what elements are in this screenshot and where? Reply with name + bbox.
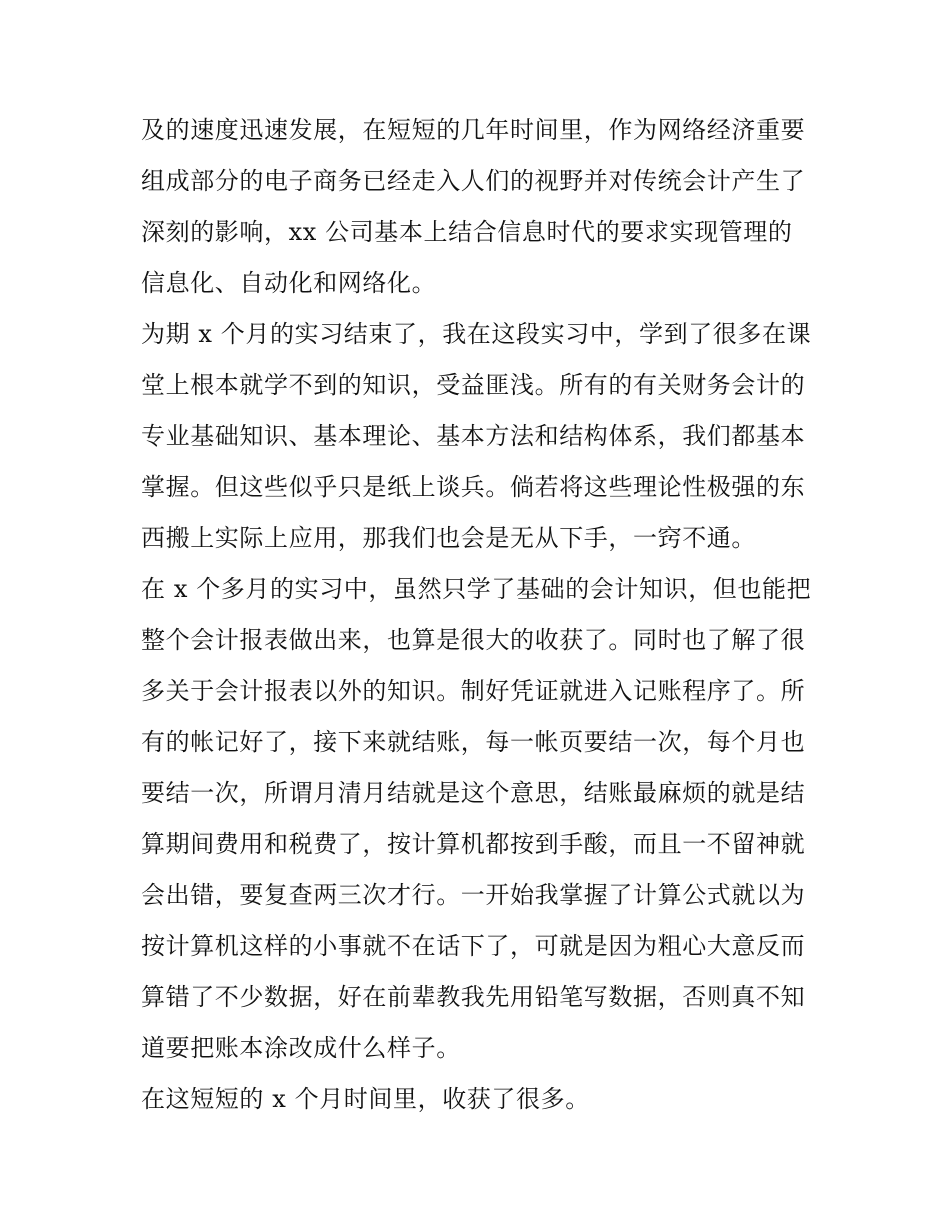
text-line: 掌握。但这些似乎只是纸上谈兵。倘若将这些理论性极强的东 [141,473,806,501]
text-line: 有的帐记好了，接下来就结账，每一帐页要结一次，每个月也 [141,728,806,756]
text-line: 要结一次，所谓月清月结就是这个意思，结账最麻烦的就是结 [141,779,806,807]
text-line: 在 x 个多月的实习中，虽然只学了基础的会计知识，但也能把 [141,575,812,603]
text-line: 西搬上实际上应用，那我们也会是无从下手，一窍不通。 [141,524,756,552]
text-line: 算错了不少数据，好在前辈教我先用铅笔写数据，否则真不知 [141,983,806,1011]
text-line: 算期间费用和税费了，按计算机都按到手酸，而且一不留神就 [141,830,806,858]
text-line: 信息化、自动化和网络化。 [141,269,437,297]
text-line: 按计算机这样的小事就不在话下了，可就是因为粗心大意反而 [141,932,806,960]
text-line: 组成部分的电子商务已经走入人们的视野并对传统会计产生了 [141,167,806,195]
text-line: 整个会计报表做出来，也算是很大的收获了。同时也了解了很 [141,626,806,654]
text-line: 多关于会计报表以外的知识。制好凭证就进入记账程序了。所 [141,677,806,705]
text-line: 深刻的影响，xx 公司基本上结合信息时代的要求实现管理的 [141,218,793,246]
text-line: 专业基础知识、基本理论、基本方法和结构体系，我们都基本 [141,422,806,450]
document-body [141,105,821,1125]
text-line: 在这短短的 x 个月时间里，收获了很多。 [141,1085,590,1113]
text-line: 及的速度迅速发展，在短短的几年时间里，作为网络经济重要 [141,116,806,144]
text-line: 会出错，要复查两三次才行。一开始我掌握了计算公式就以为 [141,881,806,909]
text-line: 堂上根本就学不到的知识，受益匪浅。所有的有关财务会计的 [141,371,806,399]
text-line: 道要把账本涂改成什么样子。 [141,1034,461,1062]
text-line: 为期 x 个月的实习结束了，我在这段实习中，学到了很多在课 [141,320,812,348]
